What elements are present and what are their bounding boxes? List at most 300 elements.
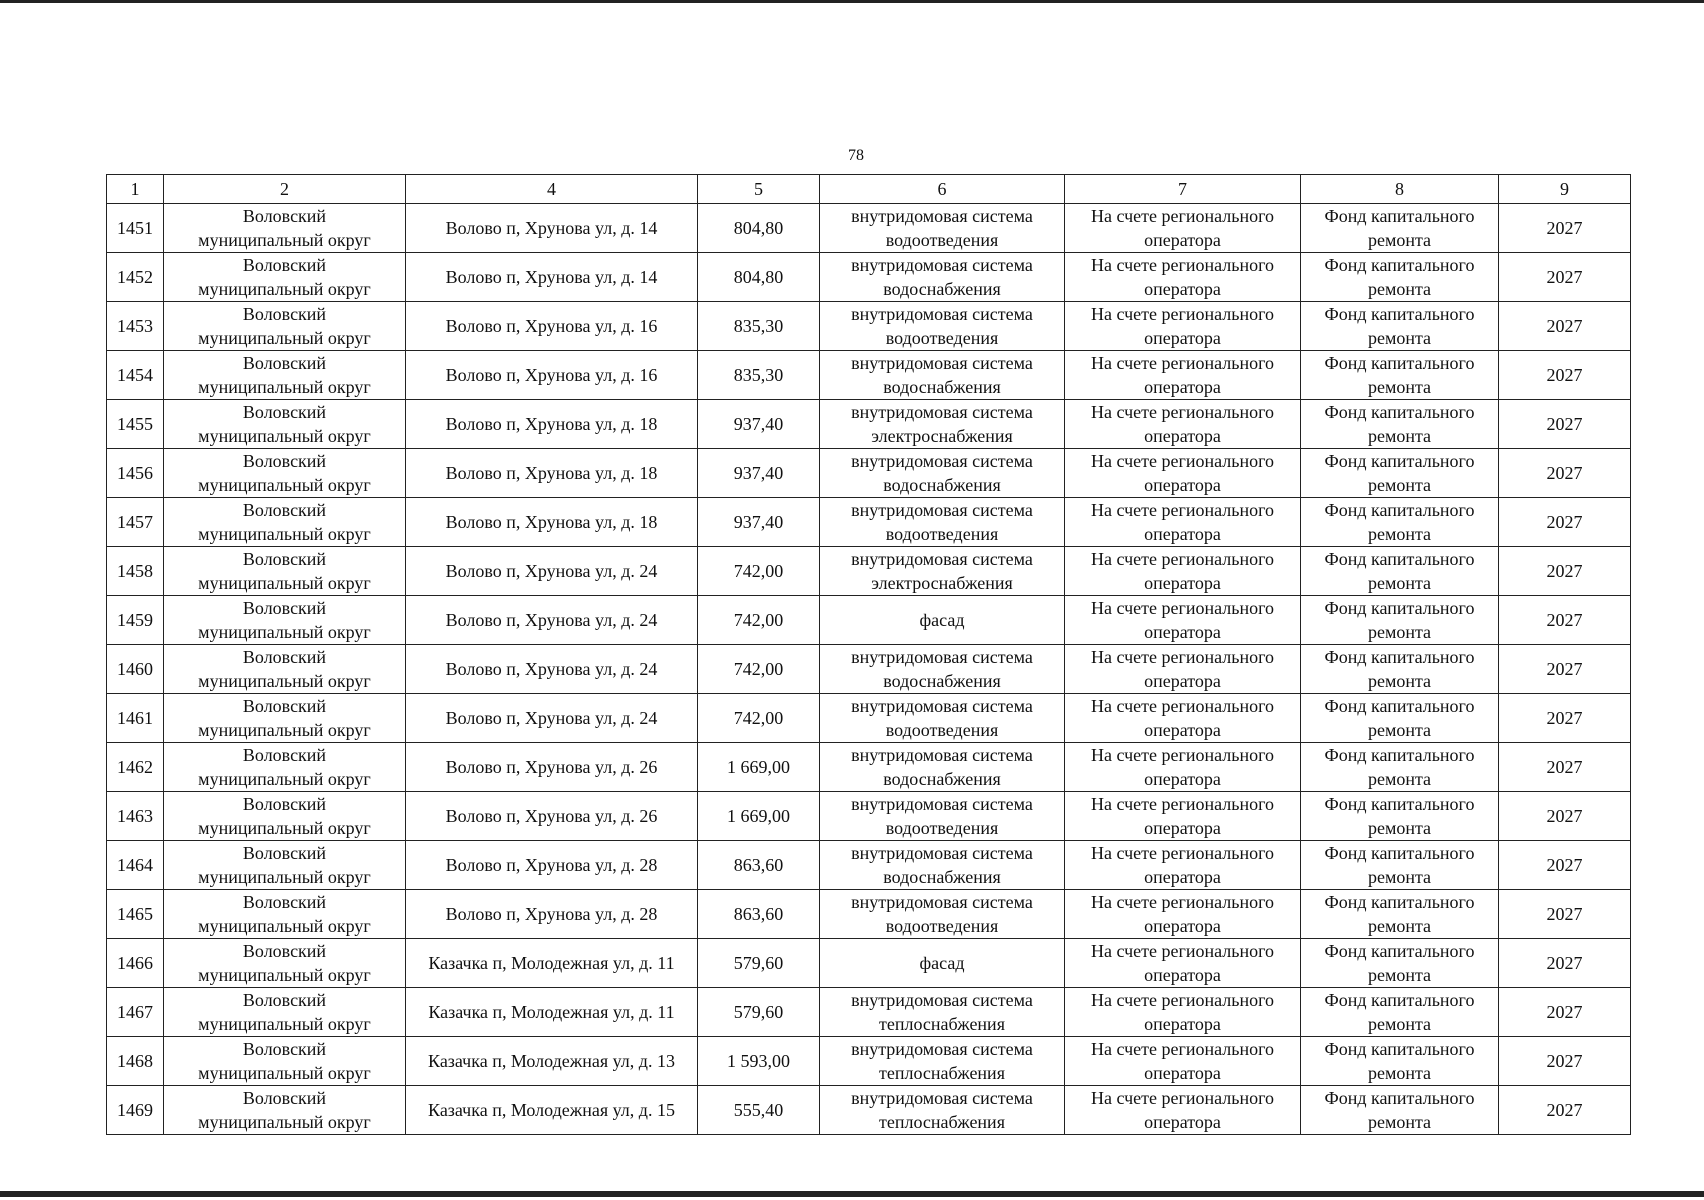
funding-source-line: Фонд капитального bbox=[1324, 402, 1475, 422]
funding-source-line: Фонд капитального bbox=[1324, 304, 1475, 324]
work-type-line: водоснабжения bbox=[883, 867, 1001, 887]
address-cell: Волово п, Хрунова ул, д. 24 bbox=[406, 694, 698, 743]
district-cell bbox=[164, 841, 406, 890]
work-type-cell bbox=[820, 645, 1065, 694]
address-cell: Волово п, Хрунова ул, д. 28 bbox=[406, 841, 698, 890]
table-row bbox=[107, 596, 1631, 645]
fund-account-line: На счете регионального bbox=[1090, 353, 1275, 373]
funding-source-line: Фонд капитального bbox=[1324, 1088, 1475, 1108]
work-type-line: внутридомовая система bbox=[851, 500, 1033, 520]
column-header: 4 bbox=[406, 175, 698, 204]
fund-account-line: оператора bbox=[1144, 818, 1221, 838]
table-row bbox=[107, 351, 1631, 400]
table-row bbox=[107, 792, 1631, 841]
row-number-cell: 1466 bbox=[107, 939, 164, 988]
column-header: 8 bbox=[1301, 175, 1499, 204]
address-cell: Волово п, Хрунова ул, д. 26 bbox=[406, 743, 698, 792]
fund-account-line: оператора bbox=[1144, 916, 1221, 936]
fund-account-line: оператора bbox=[1144, 1063, 1221, 1083]
work-type-line: водоснабжения bbox=[883, 377, 1001, 397]
row-number-cell: 1457 bbox=[107, 498, 164, 547]
work-type-cell bbox=[820, 694, 1065, 743]
address-cell: Волово п, Хрунова ул, д. 14 bbox=[406, 204, 698, 253]
work-type-line: фасад bbox=[919, 610, 965, 630]
work-type-line: водоотведения bbox=[885, 230, 999, 250]
fund-account-line: оператора bbox=[1144, 377, 1221, 397]
fund-account-cell bbox=[1065, 400, 1301, 449]
address-cell: Волово п, Хрунова ул, д. 14 bbox=[406, 253, 698, 302]
funding-source-line: ремонта bbox=[1367, 524, 1432, 544]
table-row bbox=[107, 400, 1631, 449]
funding-source-line: Фонд капитального bbox=[1324, 843, 1475, 863]
work-type-line: водоотведения bbox=[885, 818, 999, 838]
funding-source-line: Фонд капитального bbox=[1324, 990, 1475, 1010]
funding-source-cell bbox=[1301, 302, 1499, 351]
district-line: муниципальный округ bbox=[198, 230, 371, 250]
district-cell bbox=[164, 596, 406, 645]
fund-account-line: На счете регионального bbox=[1090, 892, 1275, 912]
district-cell bbox=[164, 694, 406, 743]
work-type-line: внутридомовая система bbox=[851, 794, 1033, 814]
year-cell: 2027 bbox=[1499, 890, 1631, 939]
work-type-line: внутридомовая система bbox=[851, 892, 1033, 912]
district-line: муниципальный округ bbox=[198, 1112, 371, 1132]
funding-source-cell bbox=[1301, 645, 1499, 694]
table-row bbox=[107, 841, 1631, 890]
table-row bbox=[107, 939, 1631, 988]
year-cell: 2027 bbox=[1499, 547, 1631, 596]
fund-account-cell bbox=[1065, 890, 1301, 939]
fund-account-cell bbox=[1065, 596, 1301, 645]
registry-table bbox=[106, 174, 1631, 1135]
row-number-cell: 1451 bbox=[107, 204, 164, 253]
row-number-cell: 1455 bbox=[107, 400, 164, 449]
district-cell bbox=[164, 1086, 406, 1135]
fund-account-line: оператора bbox=[1144, 279, 1221, 299]
row-number-cell: 1453 bbox=[107, 302, 164, 351]
area-cell: 937,40 bbox=[698, 400, 820, 449]
funding-source-line: ремонта bbox=[1367, 916, 1432, 936]
work-type-line: водоотведения bbox=[885, 524, 999, 544]
address-cell: Волово п, Хрунова ул, д. 18 bbox=[406, 400, 698, 449]
funding-source-line: ремонта bbox=[1367, 377, 1432, 397]
district-line: Воловский bbox=[242, 255, 327, 275]
row-number-cell: 1460 bbox=[107, 645, 164, 694]
funding-source-line: Фонд капитального bbox=[1324, 353, 1475, 373]
funding-source-cell bbox=[1301, 694, 1499, 743]
fund-account-cell bbox=[1065, 498, 1301, 547]
funding-source-line: ремонта bbox=[1367, 1014, 1432, 1034]
work-type-line: внутридомовая система bbox=[851, 549, 1033, 569]
work-type-line: водоснабжения bbox=[883, 475, 1001, 495]
table-row bbox=[107, 204, 1631, 253]
fund-account-line: На счете регионального bbox=[1090, 549, 1275, 569]
row-number-cell: 1468 bbox=[107, 1037, 164, 1086]
fund-account-line: На счете регионального bbox=[1090, 843, 1275, 863]
year-cell: 2027 bbox=[1499, 792, 1631, 841]
fund-account-cell bbox=[1065, 253, 1301, 302]
district-cell bbox=[164, 547, 406, 596]
work-type-line: водоснабжения bbox=[883, 279, 1001, 299]
district-line: Воловский bbox=[242, 794, 327, 814]
fund-account-line: На счете регионального bbox=[1090, 941, 1275, 961]
district-cell bbox=[164, 792, 406, 841]
district-line: муниципальный округ bbox=[198, 279, 371, 299]
fund-account-cell bbox=[1065, 547, 1301, 596]
work-type-cell bbox=[820, 1086, 1065, 1135]
year-cell: 2027 bbox=[1499, 1086, 1631, 1135]
funding-source-cell bbox=[1301, 596, 1499, 645]
district-line: муниципальный округ bbox=[198, 573, 371, 593]
row-number-cell: 1465 bbox=[107, 890, 164, 939]
funding-source-line: Фонд капитального bbox=[1324, 598, 1475, 618]
work-type-cell bbox=[820, 498, 1065, 547]
column-number-row bbox=[107, 175, 1631, 204]
table-row bbox=[107, 645, 1631, 694]
work-type-line: внутридомовая система bbox=[851, 843, 1033, 863]
district-line: Воловский bbox=[242, 843, 327, 863]
page-number: 78 bbox=[848, 147, 864, 164]
work-type-line: внутридомовая система bbox=[851, 1088, 1033, 1108]
district-line: Воловский bbox=[242, 451, 327, 471]
fund-account-cell bbox=[1065, 743, 1301, 792]
row-number-cell: 1458 bbox=[107, 547, 164, 596]
address-cell: Волово п, Хрунова ул, д. 16 bbox=[406, 302, 698, 351]
district-cell bbox=[164, 253, 406, 302]
fund-account-line: оператора bbox=[1144, 524, 1221, 544]
funding-source-line: Фонд капитального bbox=[1324, 745, 1475, 765]
area-cell: 1 669,00 bbox=[698, 743, 820, 792]
fund-account-line: оператора bbox=[1144, 720, 1221, 740]
column-header: 5 bbox=[698, 175, 820, 204]
fund-account-line: На счете регионального bbox=[1090, 794, 1275, 814]
table-row bbox=[107, 890, 1631, 939]
area-cell: 804,80 bbox=[698, 253, 820, 302]
funding-source-line: ремонта bbox=[1367, 769, 1432, 789]
funding-source-cell bbox=[1301, 1086, 1499, 1135]
funding-source-line: Фонд капитального bbox=[1324, 451, 1475, 471]
work-type-cell bbox=[820, 939, 1065, 988]
area-cell: 1 669,00 bbox=[698, 792, 820, 841]
year-cell: 2027 bbox=[1499, 694, 1631, 743]
district-cell bbox=[164, 645, 406, 694]
funding-source-line: ремонта bbox=[1367, 230, 1432, 250]
district-line: Воловский bbox=[242, 500, 327, 520]
fund-account-line: На счете регионального bbox=[1090, 451, 1275, 471]
year-cell: 2027 bbox=[1499, 596, 1631, 645]
district-line: Воловский bbox=[242, 696, 327, 716]
area-cell: 1 593,00 bbox=[698, 1037, 820, 1086]
address-cell: Волово п, Хрунова ул, д. 26 bbox=[406, 792, 698, 841]
year-cell: 2027 bbox=[1499, 498, 1631, 547]
district-line: Воловский bbox=[242, 353, 327, 373]
fund-account-line: На счете регионального bbox=[1090, 402, 1275, 422]
district-line: Воловский bbox=[242, 990, 327, 1010]
year-cell: 2027 bbox=[1499, 939, 1631, 988]
district-line: муниципальный округ bbox=[198, 769, 371, 789]
work-type-cell bbox=[820, 351, 1065, 400]
work-type-cell bbox=[820, 596, 1065, 645]
work-type-line: теплоснабжения bbox=[879, 1112, 1005, 1132]
area-cell: 555,40 bbox=[698, 1086, 820, 1135]
row-number-cell: 1459 bbox=[107, 596, 164, 645]
district-line: Воловский bbox=[242, 304, 327, 324]
work-type-cell bbox=[820, 1037, 1065, 1086]
funding-source-line: Фонд капитального bbox=[1324, 206, 1475, 226]
fund-account-line: оператора bbox=[1144, 230, 1221, 250]
work-type-line: внутридомовая система bbox=[851, 696, 1033, 716]
work-type-line: водоотведения bbox=[885, 720, 999, 740]
fund-account-cell bbox=[1065, 449, 1301, 498]
funding-source-line: Фонд капитального bbox=[1324, 941, 1475, 961]
work-type-cell bbox=[820, 890, 1065, 939]
address-cell: Волово п, Хрунова ул, д. 28 bbox=[406, 890, 698, 939]
district-line: муниципальный округ bbox=[198, 916, 371, 936]
row-number-cell: 1469 bbox=[107, 1086, 164, 1135]
fund-account-cell bbox=[1065, 204, 1301, 253]
fund-account-line: На счете регионального bbox=[1090, 598, 1275, 618]
table-row bbox=[107, 302, 1631, 351]
row-number-cell: 1462 bbox=[107, 743, 164, 792]
address-cell: Казачка п, Молодежная ул, д. 13 bbox=[406, 1037, 698, 1086]
funding-source-cell bbox=[1301, 498, 1499, 547]
funding-source-line: ремонта bbox=[1367, 426, 1432, 446]
district-cell bbox=[164, 890, 406, 939]
fund-account-line: На счете регионального bbox=[1090, 647, 1275, 667]
fund-account-line: На счете регионального bbox=[1090, 304, 1275, 324]
column-header: 6 bbox=[820, 175, 1065, 204]
address-cell: Волово п, Хрунова ул, д. 24 bbox=[406, 547, 698, 596]
table-row bbox=[107, 1086, 1631, 1135]
work-type-line: теплоснабжения bbox=[879, 1063, 1005, 1083]
address-cell: Волово п, Хрунова ул, д. 16 bbox=[406, 351, 698, 400]
table-row bbox=[107, 449, 1631, 498]
funding-source-line: Фонд капитального bbox=[1324, 1039, 1475, 1059]
fund-account-line: На счете регионального bbox=[1090, 206, 1275, 226]
work-type-cell bbox=[820, 302, 1065, 351]
address-cell: Казачка п, Молодежная ул, д. 11 bbox=[406, 988, 698, 1037]
work-type-cell bbox=[820, 204, 1065, 253]
funding-source-cell bbox=[1301, 890, 1499, 939]
table-row bbox=[107, 743, 1631, 792]
fund-account-cell bbox=[1065, 694, 1301, 743]
year-cell: 2027 bbox=[1499, 449, 1631, 498]
fund-account-line: оператора bbox=[1144, 426, 1221, 446]
work-type-cell bbox=[820, 449, 1065, 498]
district-line: Воловский bbox=[242, 1039, 327, 1059]
row-number-cell: 1463 bbox=[107, 792, 164, 841]
district-cell bbox=[164, 449, 406, 498]
column-header: 9 bbox=[1499, 175, 1631, 204]
work-type-line: внутридомовая система bbox=[851, 451, 1033, 471]
work-type-line: водоснабжения bbox=[883, 671, 1001, 691]
district-line: Воловский bbox=[242, 206, 327, 226]
work-type-line: электроснабжения bbox=[871, 573, 1013, 593]
district-line: муниципальный округ bbox=[198, 622, 371, 642]
row-number-cell: 1452 bbox=[107, 253, 164, 302]
district-line: муниципальный округ bbox=[198, 1063, 371, 1083]
funding-source-line: Фонд капитального bbox=[1324, 892, 1475, 912]
table-row bbox=[107, 498, 1631, 547]
year-cell: 2027 bbox=[1499, 645, 1631, 694]
district-line: муниципальный округ bbox=[198, 524, 371, 544]
work-type-line: внутридомовая система bbox=[851, 353, 1033, 373]
funding-source-line: ремонта bbox=[1367, 1063, 1432, 1083]
funding-source-line: Фонд капитального bbox=[1324, 255, 1475, 275]
year-cell: 2027 bbox=[1499, 204, 1631, 253]
table-row bbox=[107, 988, 1631, 1037]
work-type-line: внутридомовая система bbox=[851, 647, 1033, 667]
fund-account-cell bbox=[1065, 1086, 1301, 1135]
address-cell: Казачка п, Молодежная ул, д. 15 bbox=[406, 1086, 698, 1135]
fund-account-line: На счете регионального bbox=[1090, 745, 1275, 765]
district-line: Воловский bbox=[242, 598, 327, 618]
year-cell: 2027 bbox=[1499, 302, 1631, 351]
fund-account-cell bbox=[1065, 841, 1301, 890]
area-cell: 937,40 bbox=[698, 498, 820, 547]
district-cell bbox=[164, 302, 406, 351]
fund-account-cell bbox=[1065, 645, 1301, 694]
row-number-cell: 1456 bbox=[107, 449, 164, 498]
year-cell: 2027 bbox=[1499, 1037, 1631, 1086]
funding-source-line: ремонта bbox=[1367, 720, 1432, 740]
row-number-cell: 1467 bbox=[107, 988, 164, 1037]
district-line: муниципальный округ bbox=[198, 671, 371, 691]
address-cell: Казачка п, Молодежная ул, д. 11 bbox=[406, 939, 698, 988]
work-type-line: внутридомовая система bbox=[851, 304, 1033, 324]
funding-source-line: ремонта bbox=[1367, 573, 1432, 593]
funding-source-line: ремонта bbox=[1367, 818, 1432, 838]
funding-source-line: ремонта bbox=[1367, 1112, 1432, 1132]
year-cell: 2027 bbox=[1499, 400, 1631, 449]
district-line: муниципальный округ bbox=[198, 328, 371, 348]
area-cell: 937,40 bbox=[698, 449, 820, 498]
district-cell bbox=[164, 351, 406, 400]
district-line: Воловский bbox=[242, 1088, 327, 1108]
table-row bbox=[107, 694, 1631, 743]
district-cell bbox=[164, 498, 406, 547]
area-cell: 863,60 bbox=[698, 890, 820, 939]
year-cell: 2027 bbox=[1499, 351, 1631, 400]
district-line: муниципальный округ bbox=[198, 377, 371, 397]
area-cell: 742,00 bbox=[698, 694, 820, 743]
bottom-border-line bbox=[0, 1191, 1704, 1197]
fund-account-cell bbox=[1065, 792, 1301, 841]
work-type-line: водоснабжения bbox=[883, 769, 1001, 789]
address-cell: Волово п, Хрунова ул, д. 18 bbox=[406, 449, 698, 498]
fund-account-cell bbox=[1065, 351, 1301, 400]
work-type-cell bbox=[820, 841, 1065, 890]
district-line: Воловский bbox=[242, 549, 327, 569]
funding-source-line: ремонта bbox=[1367, 671, 1432, 691]
fund-account-line: оператора bbox=[1144, 1014, 1221, 1034]
funding-source-cell bbox=[1301, 792, 1499, 841]
area-cell: 742,00 bbox=[698, 645, 820, 694]
area-cell: 742,00 bbox=[698, 547, 820, 596]
funding-source-cell bbox=[1301, 939, 1499, 988]
work-type-line: водоотведения bbox=[885, 328, 999, 348]
work-type-cell bbox=[820, 988, 1065, 1037]
fund-account-cell bbox=[1065, 1037, 1301, 1086]
area-cell: 579,60 bbox=[698, 988, 820, 1037]
district-cell bbox=[164, 400, 406, 449]
district-line: Воловский bbox=[242, 892, 327, 912]
fund-account-line: На счете регионального bbox=[1090, 990, 1275, 1010]
fund-account-line: оператора bbox=[1144, 1112, 1221, 1132]
area-cell: 579,60 bbox=[698, 939, 820, 988]
fund-account-line: оператора bbox=[1144, 622, 1221, 642]
fund-account-line: оператора bbox=[1144, 475, 1221, 495]
district-line: муниципальный округ bbox=[198, 475, 371, 495]
funding-source-cell bbox=[1301, 351, 1499, 400]
funding-source-cell bbox=[1301, 841, 1499, 890]
work-type-line: внутридомовая система bbox=[851, 402, 1033, 422]
address-cell: Волово п, Хрунова ул, д. 24 bbox=[406, 596, 698, 645]
fund-account-line: На счете регионального bbox=[1090, 696, 1275, 716]
table-row bbox=[107, 547, 1631, 596]
top-border-line bbox=[0, 0, 1704, 3]
table-row bbox=[107, 253, 1631, 302]
funding-source-line: Фонд капитального bbox=[1324, 696, 1475, 716]
funding-source-line: Фонд капитального bbox=[1324, 500, 1475, 520]
work-type-line: внутридомовая система bbox=[851, 990, 1033, 1010]
funding-source-cell bbox=[1301, 400, 1499, 449]
funding-source-cell bbox=[1301, 449, 1499, 498]
funding-source-line: ремонта bbox=[1367, 622, 1432, 642]
work-type-line: электроснабжения bbox=[871, 426, 1013, 446]
work-type-line: водоотведения bbox=[885, 916, 999, 936]
district-cell bbox=[164, 988, 406, 1037]
table-body bbox=[107, 175, 1631, 1135]
year-cell: 2027 bbox=[1499, 253, 1631, 302]
district-line: Воловский bbox=[242, 745, 327, 765]
row-number-cell: 1464 bbox=[107, 841, 164, 890]
district-line: муниципальный округ bbox=[198, 818, 371, 838]
area-cell: 742,00 bbox=[698, 596, 820, 645]
fund-account-cell bbox=[1065, 988, 1301, 1037]
work-type-line: внутридомовая система bbox=[851, 206, 1033, 226]
district-line: муниципальный округ bbox=[198, 720, 371, 740]
area-cell: 835,30 bbox=[698, 302, 820, 351]
district-cell bbox=[164, 204, 406, 253]
funding-source-cell bbox=[1301, 204, 1499, 253]
fund-account-line: На счете регионального bbox=[1090, 255, 1275, 275]
year-cell: 2027 bbox=[1499, 988, 1631, 1037]
fund-account-line: На счете регионального bbox=[1090, 1039, 1275, 1059]
work-type-cell bbox=[820, 547, 1065, 596]
fund-account-line: оператора bbox=[1144, 573, 1221, 593]
fund-account-line: оператора bbox=[1144, 769, 1221, 789]
area-cell: 835,30 bbox=[698, 351, 820, 400]
work-type-cell bbox=[820, 253, 1065, 302]
district-line: муниципальный округ bbox=[198, 1014, 371, 1034]
area-cell: 863,60 bbox=[698, 841, 820, 890]
fund-account-line: оператора bbox=[1144, 965, 1221, 985]
column-header: 2 bbox=[164, 175, 406, 204]
district-cell bbox=[164, 1037, 406, 1086]
column-header: 7 bbox=[1065, 175, 1301, 204]
row-number-cell: 1454 bbox=[107, 351, 164, 400]
year-cell: 2027 bbox=[1499, 743, 1631, 792]
table-row bbox=[107, 1037, 1631, 1086]
work-type-cell bbox=[820, 743, 1065, 792]
funding-source-line: ремонта bbox=[1367, 867, 1432, 887]
fund-account-line: оператора bbox=[1144, 867, 1221, 887]
address-cell: Волово п, Хрунова ул, д. 18 bbox=[406, 498, 698, 547]
work-type-line: внутридомовая система bbox=[851, 1039, 1033, 1059]
work-type-line: фасад bbox=[919, 953, 965, 973]
funding-source-cell bbox=[1301, 547, 1499, 596]
